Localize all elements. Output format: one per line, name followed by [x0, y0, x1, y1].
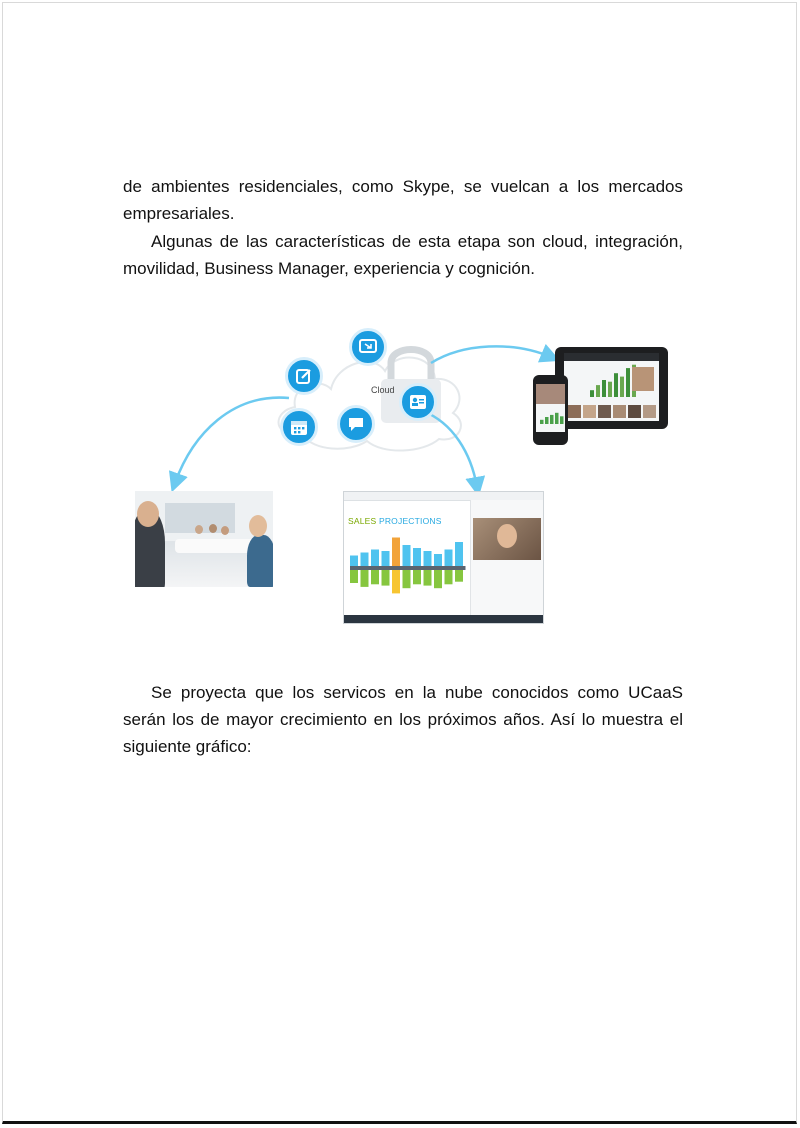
bar-top	[350, 556, 358, 567]
tablet-video	[632, 367, 654, 391]
tablet-thumb	[643, 405, 656, 418]
bar-top	[424, 551, 432, 566]
sales-projections-screen	[343, 491, 544, 624]
bar-bottom	[403, 570, 411, 588]
bar-bottom	[350, 570, 358, 583]
bar-top	[382, 551, 390, 566]
document-page	[2, 2, 797, 1124]
tablet-thumb	[598, 405, 611, 418]
bar-bottom	[434, 570, 442, 588]
bar-top	[434, 554, 442, 566]
sales-projections-chart	[350, 532, 470, 602]
unified-communications-diagram	[123, 323, 683, 628]
bar-bottom	[371, 570, 379, 584]
bar-top	[361, 553, 369, 567]
bar-top	[413, 548, 421, 566]
phone-bar	[540, 420, 544, 424]
tablet-bar	[626, 368, 630, 397]
paragraph-continuation: de ambientes residenciales, como Skype, se vuelcan a los mercados empresariales.	[123, 177, 683, 223]
phone-bar	[550, 415, 554, 424]
cloud-label: Cloud	[371, 385, 395, 395]
tablet-bar	[590, 390, 594, 397]
tablet-bar	[596, 385, 600, 397]
bar-divider	[350, 566, 466, 570]
screen-share-icon	[349, 328, 387, 366]
tablet-thumb	[583, 405, 596, 418]
bar-bottom	[361, 570, 369, 587]
phone-bar	[555, 413, 559, 424]
bar-bottom	[445, 570, 453, 584]
tablet-device	[555, 347, 668, 429]
tablet-thumb	[613, 405, 626, 418]
tablet-thumb	[628, 405, 641, 418]
bar-top	[455, 542, 463, 566]
sales-projections-title: SALES PROJECTIONS	[348, 516, 442, 526]
contact-card-icon	[399, 383, 437, 421]
phone-bar	[545, 417, 549, 424]
tablet-header	[564, 353, 659, 361]
bar-bottom	[413, 570, 421, 584]
tablet-thumb	[568, 405, 581, 418]
bar-bottom	[392, 570, 400, 593]
bar-top	[392, 538, 400, 567]
tablet-bar	[608, 382, 612, 397]
bar-bottom	[455, 570, 463, 582]
video-call-tile	[473, 518, 541, 560]
phone-bar	[560, 416, 564, 424]
tablet-chart	[564, 353, 659, 421]
bar-top	[403, 545, 411, 566]
paragraph-characteristics: Algunas de las características de esta etapa son cloud, integración, movilidad, Business Manager, experiencia y cognición.	[123, 232, 683, 278]
bar-bottom	[424, 570, 432, 586]
tablet-bar	[620, 377, 624, 397]
phone-device	[533, 375, 568, 445]
bar-top	[371, 550, 379, 567]
bar-bottom	[382, 570, 390, 586]
calendar-icon	[280, 408, 318, 446]
phone-video	[536, 384, 565, 404]
bar-top	[445, 550, 453, 567]
tablet-bar	[614, 373, 618, 397]
tablet-bar	[602, 380, 606, 397]
meeting-room-photo	[135, 491, 273, 587]
edit-icon	[285, 357, 323, 395]
phone-chart	[536, 384, 565, 432]
paragraph-ucaas: Se proyecta que los servicos en la nube conocidos como UCaaS serán los de mayor crecimiento en los próximos años. Así lo muestra el siguiente gráfico:	[123, 683, 683, 756]
chat-icon	[337, 405, 375, 443]
